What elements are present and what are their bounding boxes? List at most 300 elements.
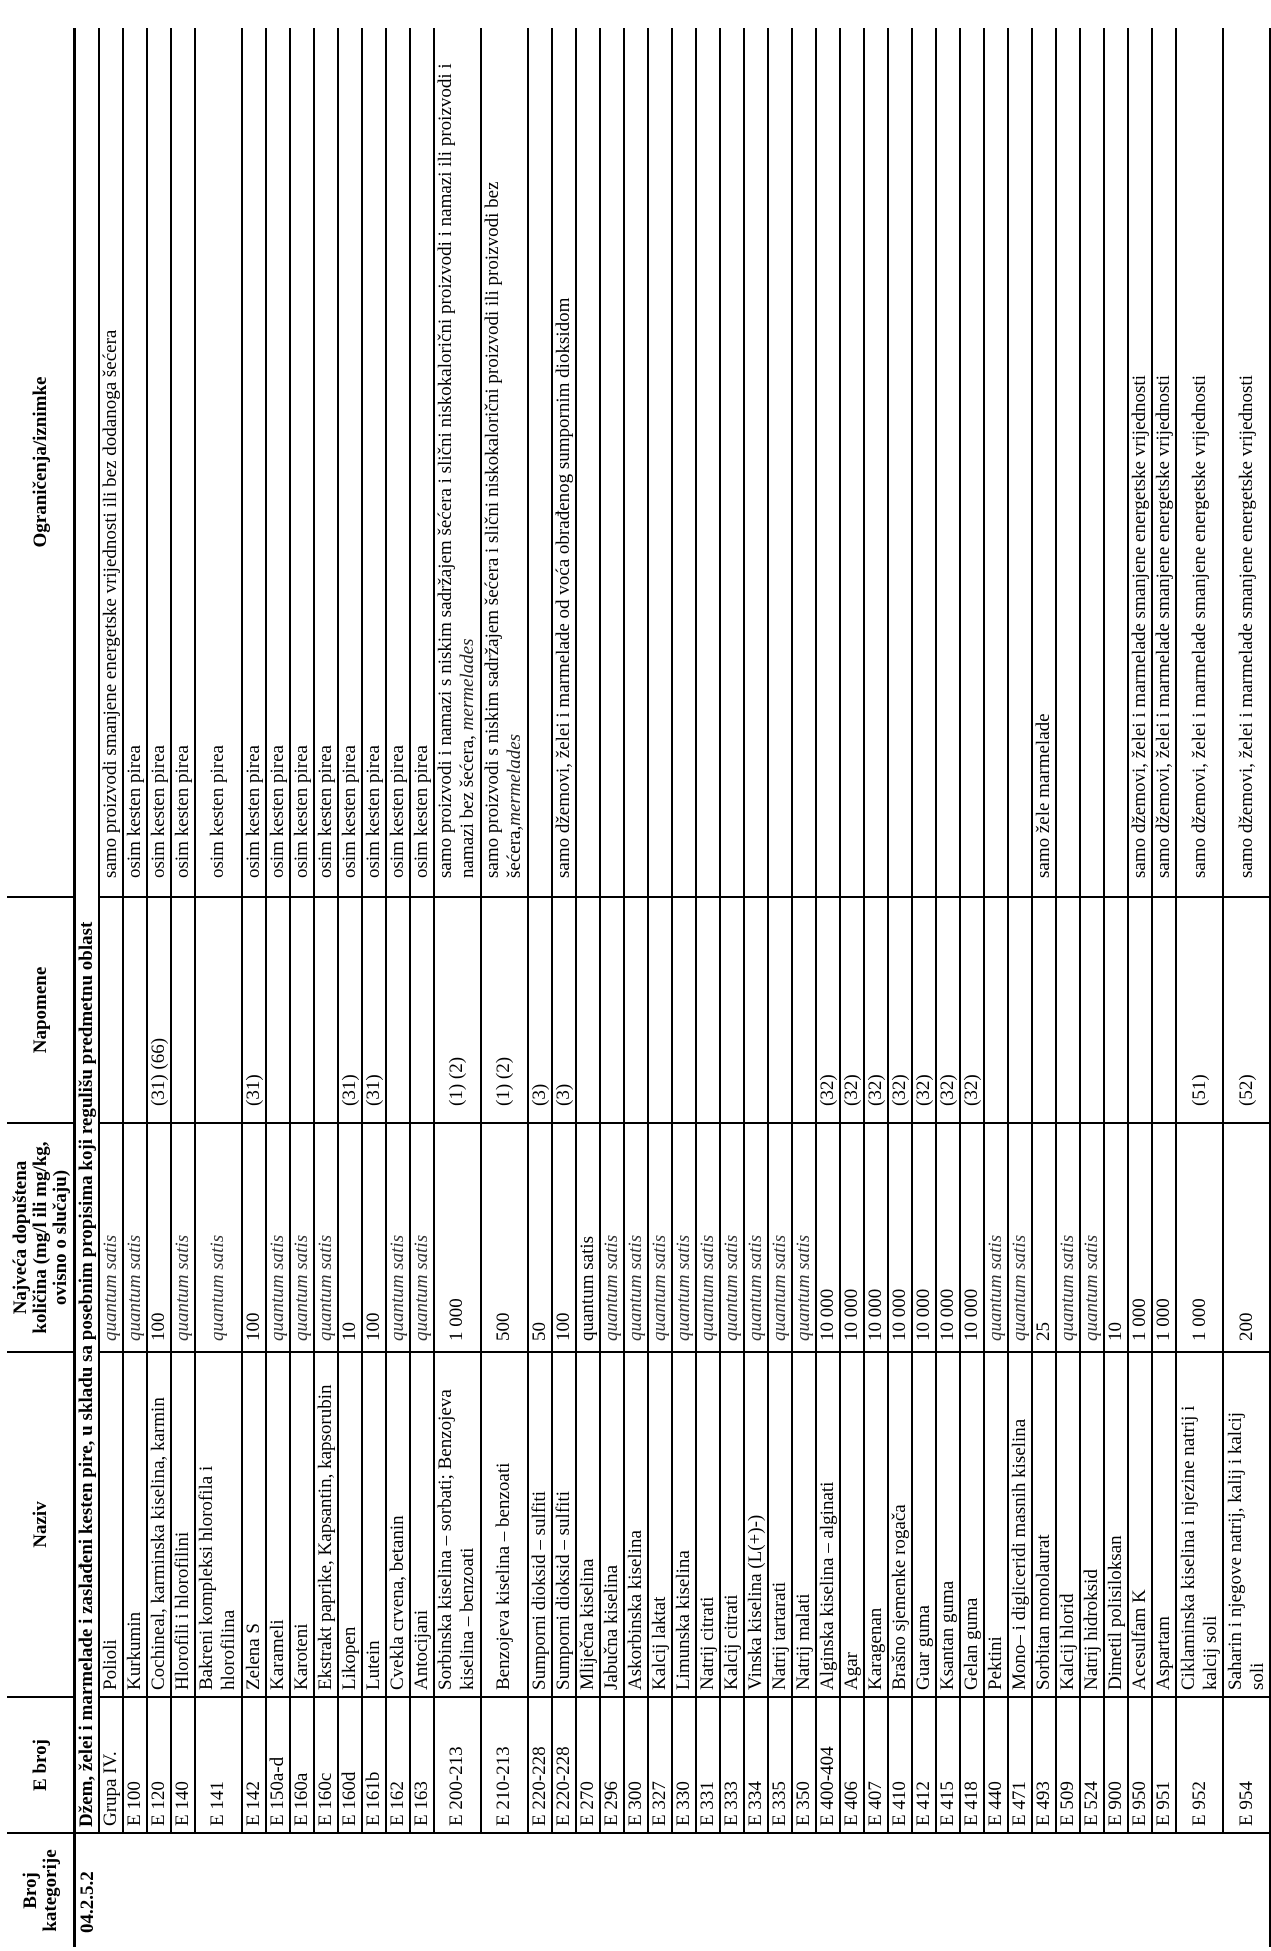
restrictions-cell (1080, 28, 1104, 897)
max-level-cell: quantum satis (600, 1123, 624, 1352)
e-number-cell: E 141 (195, 1697, 242, 1833)
additive-name-cell: Guar guma (912, 1352, 936, 1697)
table-row (362, 28, 386, 1947)
additive-name-cell: Cvekla crvena, betanin (386, 1352, 410, 1697)
notes-cell (1056, 897, 1080, 1123)
max-level-cell: quantum satis (195, 1123, 242, 1352)
max-level-cell: quantum satis (290, 1123, 314, 1352)
e-number-cell: E 330 (672, 1697, 696, 1833)
notes-cell (696, 897, 720, 1123)
max-level-cell: quantum satis (1056, 1123, 1080, 1352)
additive-name-cell: Ekstrakt paprike, Kapsantin, kapsorubin (314, 1352, 338, 1697)
notes-cell (290, 897, 314, 1123)
e-number-cell: E 471 (1008, 1697, 1032, 1833)
table-row (266, 28, 290, 1947)
max-level-cell: quantum satis (672, 1123, 696, 1352)
max-level-cell: quantum satis (624, 1123, 648, 1352)
table-row (816, 28, 840, 1947)
restrictions-cell (888, 28, 912, 897)
notes-cell (123, 897, 147, 1123)
max-level-cell: 100 (147, 1123, 171, 1352)
table-row (314, 28, 338, 1947)
notes-cell: (31) (362, 897, 386, 1123)
restrictions-cell (99, 28, 123, 897)
additive-name-cell: Limunska kiselina (672, 1352, 696, 1697)
additive-name-cell: Antocijani (410, 1352, 434, 1697)
max-level-cell: 10 000 (864, 1123, 888, 1352)
additive-name-cell: Bakreni kompleksi hlorofila i hlorofilina (195, 1352, 242, 1697)
table-row (1104, 28, 1128, 1947)
e-number-cell: E 210-213 (481, 1697, 528, 1833)
additive-name-cell: Acesulfam K (1128, 1352, 1152, 1697)
restriction-text: osim kesten pirea (386, 745, 408, 878)
restrictions-cell (195, 28, 242, 897)
max-level-cell: 10 000 (936, 1123, 960, 1352)
notes-cell: (1) (2) (434, 897, 481, 1123)
table-row (648, 28, 672, 1947)
notes-cell (744, 897, 768, 1123)
table-header-row (0, 28, 74, 1947)
additive-name-cell: Karameli (266, 1352, 290, 1697)
additive-name-cell: Benzojeva kiselina – benzoati (481, 1352, 528, 1697)
notes-cell: (31) (338, 897, 362, 1123)
restrictions-cell (624, 28, 648, 897)
additive-name-cell: Natrij citrati (696, 1352, 720, 1697)
restriction-italic-text: mermelades (504, 733, 526, 826)
e-number-cell: E 160a (290, 1697, 314, 1833)
header-max-level: Najveća dopuštena količina (mg/l ili mg/kg, ovisno o slučaju) (0, 1123, 74, 1352)
additive-name-cell: Polioli (99, 1352, 123, 1697)
restrictions-cell (1128, 28, 1152, 897)
table-row (984, 28, 1008, 1947)
max-level-cell: quantum satis (1008, 1123, 1032, 1352)
e-number-cell: E 327 (648, 1697, 672, 1833)
notes-cell (576, 897, 600, 1123)
restriction-text: osim kesten pirea (338, 745, 360, 878)
max-level-cell: quantum satis (266, 1123, 290, 1352)
additive-name-cell: Mliječna kiselina (576, 1352, 600, 1697)
e-number-cell: E 140 (171, 1697, 195, 1833)
restrictions-cell (768, 28, 792, 897)
table-row (338, 28, 362, 1947)
additive-name-cell: Mono– i digliceridi masnih kiselina (1008, 1352, 1032, 1697)
restrictions-cell (864, 28, 888, 897)
restrictions-cell (744, 28, 768, 897)
table-row (936, 28, 960, 1947)
notes-cell: (3) (552, 897, 576, 1123)
e-number-cell: E 296 (600, 1697, 624, 1833)
additive-name-cell: Likopen (338, 1352, 362, 1697)
restriction-text: samo proizvodi smanjene energetske vrijednosti ili bez dodanoga šećera (99, 329, 121, 878)
e-number-cell: E 334 (744, 1697, 768, 1833)
e-number-cell: E 509 (1056, 1697, 1080, 1833)
table-row (552, 28, 576, 1947)
table-row (696, 28, 720, 1947)
max-level-cell: 10 000 (960, 1123, 984, 1352)
notes-cell (410, 897, 434, 1123)
restrictions-cell (528, 28, 552, 897)
max-level-cell: 100 (552, 1123, 576, 1352)
restrictions-cell (792, 28, 816, 897)
restrictions-cell (242, 28, 266, 897)
e-number-cell: E 952 (1176, 1697, 1223, 1833)
max-level-cell: quantum satis (720, 1123, 744, 1352)
additive-name-cell: Sorbinska kiselina – sorbati; Benzojeva kiselina – benzoati (434, 1352, 481, 1697)
restrictions-cell (1056, 28, 1080, 897)
e-number-cell: E 524 (1080, 1697, 1104, 1833)
notes-cell: (3) (528, 897, 552, 1123)
max-level-cell: quantum satis (410, 1123, 434, 1352)
e-number-cell: E 950 (1128, 1697, 1152, 1833)
restrictions-cell (696, 28, 720, 897)
table-body (74, 28, 1270, 1947)
table-row (1128, 28, 1152, 1947)
notes-cell (792, 897, 816, 1123)
restrictions-cell (1176, 28, 1223, 897)
additive-name-cell: Vinska kiselina (L(+)-) (744, 1352, 768, 1697)
table-row (481, 28, 528, 1947)
table-row (1176, 28, 1223, 1947)
e-number-cell: E 100 (123, 1697, 147, 1833)
additive-name-cell: Kalcij citrati (720, 1352, 744, 1697)
notes-cell (1104, 897, 1128, 1123)
notes-cell (266, 897, 290, 1123)
notes-cell (768, 897, 792, 1123)
table-row (1223, 28, 1270, 1947)
notes-cell: (32) (888, 897, 912, 1123)
restrictions-cell (1032, 28, 1056, 897)
category-number-cell: 04.2.5.2 (74, 1833, 1270, 1947)
e-number-cell: E 407 (864, 1697, 888, 1833)
e-number-cell: E 270 (576, 1697, 600, 1833)
max-level-cell: quantum satis (1080, 1123, 1104, 1352)
max-level-cell: 10 000 (816, 1123, 840, 1352)
table-row (434, 28, 481, 1947)
max-level-cell: quantum satis (744, 1123, 768, 1352)
notes-cell: (52) (1223, 897, 1270, 1123)
table-row (840, 28, 864, 1947)
table-row (888, 28, 912, 1947)
notes-cell: (32) (840, 897, 864, 1123)
restriction-text: osim kesten pirea (290, 745, 312, 878)
restriction-text: samo proizvodi s niskim sadržajem šećera i slični niskokalorični proizvodi ili proizvodi bez šećera, (482, 181, 526, 878)
table-row (576, 28, 600, 1947)
max-level-cell: 200 (1223, 1123, 1270, 1352)
restrictions-cell (840, 28, 864, 897)
e-number-cell: E 220-228 (552, 1697, 576, 1833)
e-number-cell: E 220-228 (528, 1697, 552, 1833)
restriction-text: osim kesten pirea (242, 745, 264, 878)
max-level-cell: 10 000 (912, 1123, 936, 1352)
restrictions-cell (600, 28, 624, 897)
restriction-text: samo džemovi, želei i marmelade smanjene energetske vrijednosti (1129, 375, 1151, 878)
additive-name-cell: Natrij tartarati (768, 1352, 792, 1697)
additive-name-cell: Ksantan guma (936, 1352, 960, 1697)
rotated-table-page (0, 28, 1268, 1947)
max-level-cell: 1 000 (1152, 1123, 1176, 1352)
header-restrictions: Ograničenja/iznimke (0, 28, 74, 897)
table-row (960, 28, 984, 1947)
additive-name-cell: Kalcij hlorid (1056, 1352, 1080, 1697)
table-row (1032, 28, 1056, 1947)
notes-cell (1080, 897, 1104, 1123)
notes-cell (1152, 897, 1176, 1123)
notes-cell (1008, 897, 1032, 1123)
additive-name-cell: Karagenan (864, 1352, 888, 1697)
restriction-text: osim kesten pirea (266, 745, 288, 878)
restrictions-cell (147, 28, 171, 897)
table-row (528, 28, 552, 1947)
table-row (410, 28, 434, 1947)
table-row (1080, 28, 1104, 1947)
e-number-cell: E 412 (912, 1697, 936, 1833)
additive-name-cell: Ciklaminska kiselina i njezine natrij i kalcij soli (1176, 1352, 1223, 1697)
restrictions-cell (960, 28, 984, 897)
e-number-cell: E 120 (147, 1697, 171, 1833)
restrictions-cell (1008, 28, 1032, 897)
restrictions-cell (1152, 28, 1176, 897)
restrictions-cell (338, 28, 362, 897)
max-level-cell: quantum satis (768, 1123, 792, 1352)
table-row (386, 28, 410, 1947)
restrictions-cell (912, 28, 936, 897)
restrictions-cell (481, 28, 528, 897)
table-row (720, 28, 744, 1947)
e-number-cell: E 900 (1104, 1697, 1128, 1833)
notes-cell (99, 897, 123, 1123)
restrictions-cell (936, 28, 960, 897)
restrictions-cell (171, 28, 195, 897)
e-number-cell: E 410 (888, 1697, 912, 1833)
e-number-cell: E 161b (362, 1697, 386, 1833)
restrictions-cell (1223, 28, 1270, 897)
e-number-cell: Grupa IV. (99, 1697, 123, 1833)
table-row (99, 28, 123, 1947)
table-row (672, 28, 696, 1947)
restrictions-cell (552, 28, 576, 897)
e-number-cell: E 200-213 (434, 1697, 481, 1833)
notes-cell: (31) (66) (147, 897, 171, 1123)
e-number-cell: E 160c (314, 1697, 338, 1833)
category-title-row (74, 28, 99, 1947)
restrictions-cell (410, 28, 434, 897)
e-number-cell: E 162 (386, 1697, 410, 1833)
table-row (1056, 28, 1080, 1947)
additive-name-cell: Kurkumin (123, 1352, 147, 1697)
additive-name-cell: Cochineal, karminska kiselina, karmin (147, 1352, 171, 1697)
table-row (242, 28, 266, 1947)
max-level-cell: quantum satis (123, 1123, 147, 1352)
restriction-text: samo žele marmelade (1033, 713, 1055, 878)
restriction-text: samo džemovi, želei i marmelade smanjene energetske vrijednosti (1188, 375, 1210, 878)
additive-name-cell: Jabučna kiselina (600, 1352, 624, 1697)
additive-name-cell: Pektini (984, 1352, 1008, 1697)
restriction-text: samo proizvodi i namazi s niskim sadržajem šećera i slični niskokalorični proizvodi i namazi ili proizvodi i namazi bez šećera, (435, 63, 479, 878)
max-level-cell: 10 (1104, 1123, 1128, 1352)
restrictions-cell (1104, 28, 1128, 897)
food-additives-table (0, 28, 1271, 1947)
max-level-cell: quantum satis (99, 1123, 123, 1352)
header-name: Naziv (0, 1352, 74, 1697)
restrictions-cell (362, 28, 386, 897)
max-level-cell: quantum satis (792, 1123, 816, 1352)
max-level-cell: quantum satis (314, 1123, 338, 1352)
e-number-cell: E 415 (936, 1697, 960, 1833)
max-level-cell: quantum satis (696, 1123, 720, 1352)
max-level-cell: 100 (242, 1123, 266, 1352)
e-number-cell: E 418 (960, 1697, 984, 1833)
restriction-text: osim kesten pirea (207, 745, 229, 878)
restriction-text: osim kesten pirea (171, 745, 193, 878)
additive-name-cell: Lutein (362, 1352, 386, 1697)
e-number-cell: E 350 (792, 1697, 816, 1833)
header-e-number: E broj (0, 1697, 74, 1833)
notes-cell (648, 897, 672, 1123)
e-number-cell: E 300 (624, 1697, 648, 1833)
restrictions-cell (386, 28, 410, 897)
max-level-cell: 1 000 (434, 1123, 481, 1352)
notes-cell (386, 897, 410, 1123)
e-number-cell: E 335 (768, 1697, 792, 1833)
table-row (624, 28, 648, 1947)
max-level-cell: 10 (338, 1123, 362, 1352)
table-row (744, 28, 768, 1947)
notes-cell: (32) (864, 897, 888, 1123)
notes-cell: (1) (2) (481, 897, 528, 1123)
additive-name-cell: Natrij malati (792, 1352, 816, 1697)
restrictions-cell (720, 28, 744, 897)
table-row (171, 28, 195, 1947)
notes-cell: (31) (242, 897, 266, 1123)
additive-name-cell: Gelan guma (960, 1352, 984, 1697)
restrictions-cell (314, 28, 338, 897)
additive-name-cell: Brašno sjemenke rogača (888, 1352, 912, 1697)
e-number-cell: E 440 (984, 1697, 1008, 1833)
e-number-cell: E 400-404 (816, 1697, 840, 1833)
e-number-cell: E 160d (338, 1697, 362, 1833)
max-level-cell: 1 000 (1176, 1123, 1223, 1352)
additive-name-cell: Agar (840, 1352, 864, 1697)
e-number-cell: E 150a-d (266, 1697, 290, 1833)
restriction-text: osim kesten pirea (410, 745, 432, 878)
table-row (195, 28, 242, 1947)
additive-name-cell: Saharin i njegove natrij, kalij i kalcij soli (1223, 1352, 1270, 1697)
e-number-cell: E 951 (1152, 1697, 1176, 1833)
max-level-cell: quantum satis (576, 1123, 600, 1352)
table-row (864, 28, 888, 1947)
e-number-cell: E 406 (840, 1697, 864, 1833)
restrictions-cell (123, 28, 147, 897)
notes-cell: (32) (912, 897, 936, 1123)
additive-name-cell: Kalcij laktat (648, 1352, 672, 1697)
restriction-text: osim kesten pirea (147, 745, 169, 878)
additive-name-cell: Sumporni dioksid – sulfiti (552, 1352, 576, 1697)
notes-cell: (32) (960, 897, 984, 1123)
table-row (1152, 28, 1176, 1947)
e-number-cell: E 331 (696, 1697, 720, 1833)
max-level-cell: quantum satis (386, 1123, 410, 1352)
additive-name-cell: Natrij hidroksid (1080, 1352, 1104, 1697)
max-level-cell: 10 000 (888, 1123, 912, 1352)
e-number-cell: E 163 (410, 1697, 434, 1833)
header-notes: Napomene (0, 897, 74, 1123)
additive-name-cell: Karoteni (290, 1352, 314, 1697)
table-row (600, 28, 624, 1947)
notes-cell (672, 897, 696, 1123)
max-level-cell: 50 (528, 1123, 552, 1352)
notes-cell (600, 897, 624, 1123)
table-row (912, 28, 936, 1947)
restrictions-cell (984, 28, 1008, 897)
notes-cell (195, 897, 242, 1123)
additive-name-cell: Zelena S (242, 1352, 266, 1697)
additive-name-cell: Hlorofili i hlorofilini (171, 1352, 195, 1697)
restrictions-cell (648, 28, 672, 897)
max-level-cell: quantum satis (984, 1123, 1008, 1352)
additive-name-cell: Aspartam (1152, 1352, 1176, 1697)
notes-cell (1128, 897, 1152, 1123)
table-row (290, 28, 314, 1947)
notes-cell (720, 897, 744, 1123)
header-category-number: Broj kategorije (0, 1833, 74, 1947)
additive-name-cell: Dimetil polisiloksan (1104, 1352, 1128, 1697)
category-title: Džem, želei i marmelade i zaslađeni kesten pire, u skladu sa posebnim propisima koji regulišu predmetnu oblast (74, 28, 99, 1833)
notes-cell (171, 897, 195, 1123)
additive-name-cell: Sumporni dioksid – sulfiti (528, 1352, 552, 1697)
max-level-cell: quantum satis (171, 1123, 195, 1352)
table-row (792, 28, 816, 1947)
max-level-cell: 500 (481, 1123, 528, 1352)
restriction-text: osim kesten pirea (123, 745, 145, 878)
notes-cell (624, 897, 648, 1123)
max-level-cell: 10 000 (840, 1123, 864, 1352)
restriction-italic-text: mermelades (457, 638, 479, 731)
e-number-cell: E 142 (242, 1697, 266, 1833)
additive-name-cell: Alginska kiselina – alginati (816, 1352, 840, 1697)
notes-cell: (32) (936, 897, 960, 1123)
notes-cell: (51) (1176, 897, 1223, 1123)
max-level-cell: quantum satis (648, 1123, 672, 1352)
restriction-text: samo džemovi, želei i marmelade od voća obrađenog sumpornim dioksidom (553, 297, 575, 878)
notes-cell (1032, 897, 1056, 1123)
notes-cell: (32) (816, 897, 840, 1123)
table-row (768, 28, 792, 1947)
header-top-gap (0, 28, 7, 1947)
max-level-cell: 25 (1032, 1123, 1056, 1352)
restriction-text: samo džemovi, želei i marmelade smanjene energetske vrijednosti (1153, 375, 1175, 878)
restriction-text: samo džemovi, želei i marmelade smanjene energetske vrijednosti (1235, 375, 1257, 878)
table-row (147, 28, 171, 1947)
restrictions-cell (672, 28, 696, 897)
e-number-cell: E 333 (720, 1697, 744, 1833)
e-number-cell: E 954 (1223, 1697, 1270, 1833)
restriction-text: osim kesten pirea (314, 745, 336, 878)
restrictions-cell (816, 28, 840, 897)
restriction-text: osim kesten pirea (362, 745, 384, 878)
notes-cell (984, 897, 1008, 1123)
table-row (1008, 28, 1032, 1947)
additive-name-cell: Sorbitan monolaurat (1032, 1352, 1056, 1697)
max-level-cell: 1 000 (1128, 1123, 1152, 1352)
restrictions-cell (434, 28, 481, 897)
table-row (123, 28, 147, 1947)
restrictions-cell (290, 28, 314, 897)
additive-name-cell: Askorbinska kiselina (624, 1352, 648, 1697)
e-number-cell: E 493 (1032, 1697, 1056, 1833)
restrictions-cell (266, 28, 290, 897)
restrictions-cell (576, 28, 600, 897)
notes-cell (314, 897, 338, 1123)
